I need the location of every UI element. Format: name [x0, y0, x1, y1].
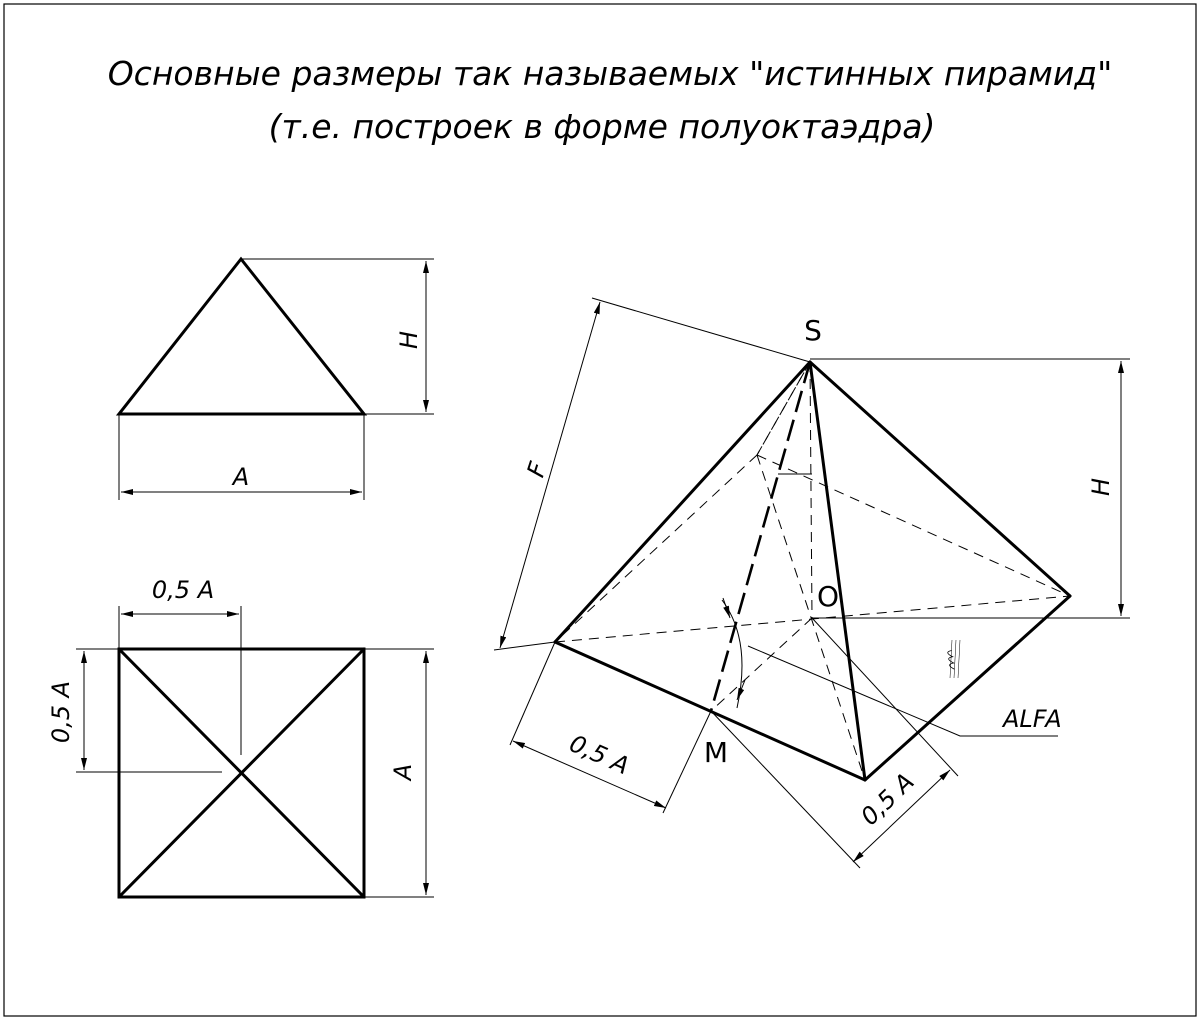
- slant-extension-top: [592, 298, 810, 362]
- half-base-right-extension-2: [711, 711, 860, 868]
- author-signature-stamp: [945, 640, 960, 678]
- edge-apex-left: [555, 362, 810, 642]
- height-axis-SO: [810, 362, 812, 618]
- half-base-left-label: 0,5 A: [565, 729, 634, 781]
- plan-left-half-label: 0,5 A: [47, 680, 75, 744]
- edge-apex-front: [810, 362, 865, 780]
- front-base-label: A: [232, 463, 250, 491]
- hidden-base-edge-right: [757, 455, 1070, 596]
- title-line-1: Основные размеры так называемых "истинных пирамид": [107, 54, 1113, 93]
- plan-top-half-label: 0,5 A: [151, 576, 215, 604]
- title-line-2: (т.е. построек в форме полуоктаэдра): [268, 107, 936, 146]
- front-height-label: H: [395, 330, 423, 350]
- sheet-border: [4, 4, 1196, 1016]
- hidden-base-edge-left: [555, 455, 757, 642]
- slant-label: F: [521, 458, 553, 481]
- front-view-triangle: [119, 259, 364, 414]
- alfa-label: ALFA: [1003, 705, 1062, 733]
- half-base-right-extension-1: [812, 618, 958, 776]
- center-to-midpoint: [711, 618, 812, 711]
- axo-height-label: H: [1087, 477, 1115, 497]
- slant-extension-bottom: [494, 642, 555, 650]
- plan-side-label: A: [389, 763, 417, 781]
- apex-label-S: S: [804, 314, 822, 347]
- half-base-right-label: 0,5 A: [855, 767, 920, 831]
- alfa-arrow-top: [723, 598, 730, 618]
- base-edge-front-right: [865, 596, 1070, 780]
- center-label-O: O: [816, 580, 840, 613]
- axonometric-view: [494, 298, 1130, 868]
- midpoint-label-M: M: [703, 736, 729, 769]
- edge-apex-right: [810, 362, 1070, 596]
- front-view: [119, 259, 434, 500]
- plan-view: [47, 576, 434, 897]
- half-base-left-extension-1: [510, 642, 555, 745]
